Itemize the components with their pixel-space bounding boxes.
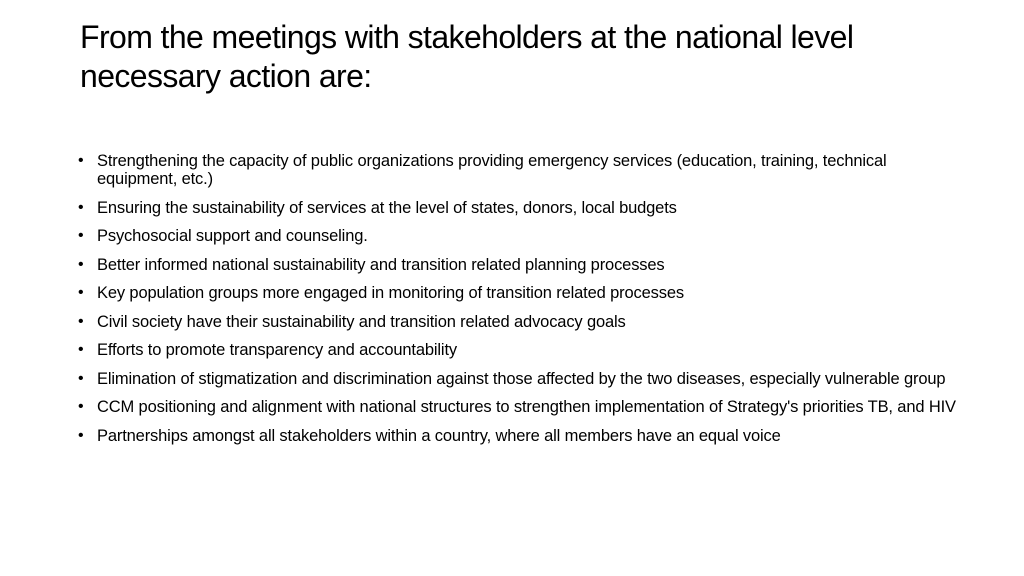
list-item-text: Elimination of stigmatization and discrimination against those affected by the two diseases, especially vulnerable group (97, 369, 946, 388)
list-item (78, 398, 958, 416)
list-item-text: Better informed national sustainability and transition related planning processes (97, 255, 665, 274)
bullet-icon: • (78, 398, 84, 415)
list-item (78, 370, 958, 388)
bullet-icon: • (78, 369, 84, 387)
bullet-list (78, 152, 958, 455)
slide-title: From the meetings with stakeholders at the national level necessary action are: (80, 19, 854, 94)
list-item (78, 427, 958, 445)
bullet-icon: • (78, 284, 84, 301)
bullet-icon: • (78, 227, 84, 244)
list-item (78, 313, 958, 331)
list-item-text: Key population groups more engaged in monitoring of transition related processes (97, 284, 684, 302)
list-item-text: Partnerships amongst all stakeholders within a country, where all members have an equal voice (97, 426, 781, 445)
list-item-text: Ensuring the sustainability of services at the level of states, donors, local budgets (97, 198, 677, 217)
bullet-icon: • (78, 152, 84, 169)
bullet-icon: • (78, 255, 84, 273)
bullet-icon: • (78, 312, 84, 330)
list-item (78, 227, 958, 245)
bullet-icon: • (78, 341, 84, 358)
list-item (78, 256, 958, 274)
list-item-text: Efforts to promote transparency and accountability (97, 341, 457, 359)
list-item (78, 199, 958, 217)
list-item-text: Civil society have their sustainability and transition related advocacy goals (97, 312, 626, 331)
list-item (78, 284, 958, 302)
list-item (78, 152, 958, 188)
list-item (78, 341, 958, 359)
list-item-text: CCM positioning and alignment with national structures to strengthen implementation of Strategy's priorities TB, and HIV (97, 398, 956, 416)
bullet-icon: • (78, 426, 84, 444)
bullet-icon: • (78, 198, 84, 216)
list-item-text: Psychosocial support and counseling. (97, 227, 368, 245)
list-item-text: Strengthening the capacity of public organizations providing emergency services (education, training, technical equipment, etc.) (97, 152, 887, 188)
